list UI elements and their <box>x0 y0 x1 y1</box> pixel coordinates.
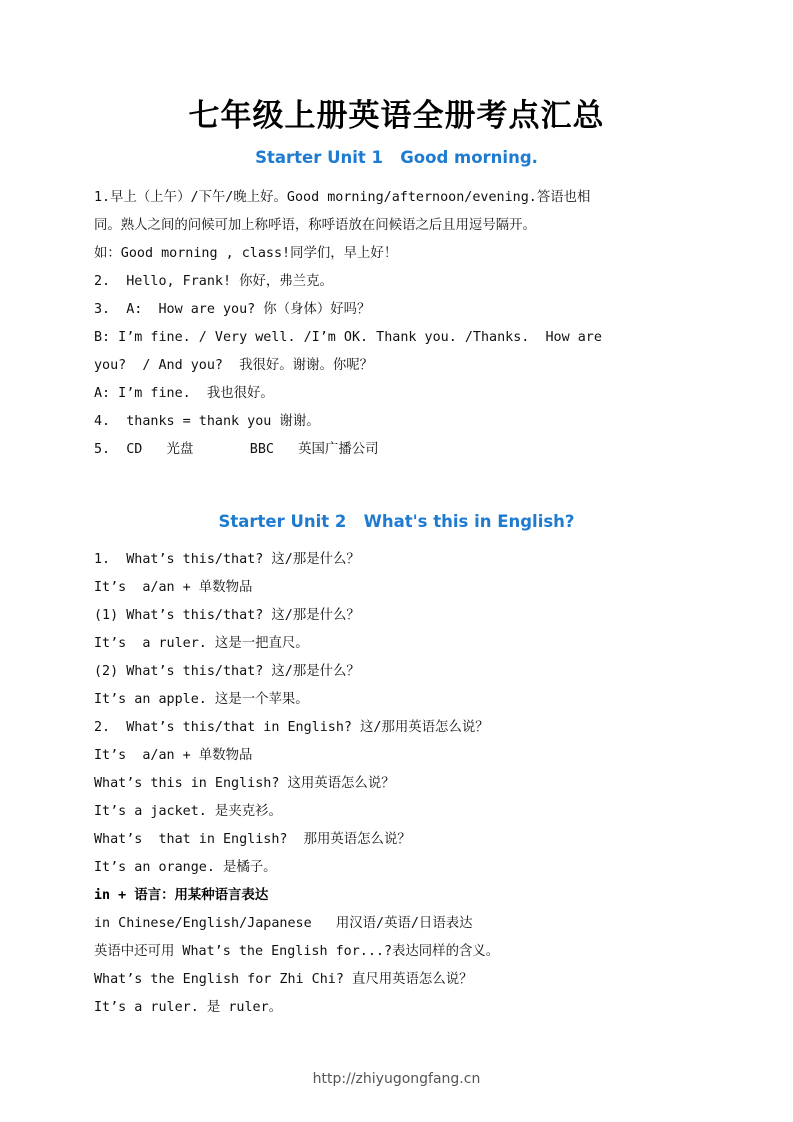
text-line: 4. thanks = thank you 谢谢。 <box>94 414 320 429</box>
text-line: you? / And you? 我很好。谢谢。你呢？ <box>94 358 374 373</box>
section-heading: Starter Unit 1 Good morning. <box>255 148 538 167</box>
text-line: It’s an orange. 是橘子。 <box>94 860 277 875</box>
text-line: A: I’m fine. 我也很好。 <box>94 386 274 401</box>
text-line: What’s that in English? 那用英语怎么说？ <box>94 832 411 847</box>
text-line: 同。熟人之间的问候可加上称呼语，称呼语放在问候语之后且用逗号隔开。 <box>94 218 536 233</box>
text-line: What’s this in English? 这用英语怎么说？ <box>94 776 395 791</box>
page-title: 七年级上册英语全册考点汇总 <box>188 98 605 134</box>
text-line: in + 语言：用某种语言表达 <box>94 888 269 903</box>
text-line: 2. What’s this/that in English? 这/那用英语怎么说？ <box>94 720 489 735</box>
text-line: 英语中还可用 What’s the English for...?表达同样的含义。 <box>94 944 500 959</box>
text-line: 1.早上（上午）/下午/晚上好。Good morning/afternoon/evening.答语也相 <box>94 190 591 205</box>
footer-url: http://zhiyugongfang.cn <box>312 1071 481 1087</box>
text-line: 5. CD 光盘 BBC 英国广播公司 <box>94 442 379 457</box>
text-line: 3. A: How are you? 你（身体）好吗？ <box>94 302 371 317</box>
text-line: It’s an apple. 这是一个苹果。 <box>94 692 309 707</box>
text-line: It’s a ruler. 这是一把直尺。 <box>94 636 309 651</box>
text-line: It’s a ruler. 是 ruler。 <box>94 1000 283 1015</box>
text-line: It’s a/an + 单数物品 <box>94 580 253 595</box>
text-line: in Chinese/English/Japanese 用汉语/英语/日语表达 <box>94 916 473 931</box>
text-line: It’s a jacket. 是夹克衫。 <box>94 804 282 819</box>
text-line: (1) What’s this/that? 这/那是什么？ <box>94 608 360 623</box>
section-heading: Starter Unit 2 What's this in English? <box>218 512 575 531</box>
text-line: 如：Good morning , class!同学们，早上好！ <box>94 246 398 261</box>
text-line: What’s the English for Zhi Chi? 直尺用英语怎么说？ <box>94 972 473 987</box>
text-line: 1. What’s this/that? 这/那是什么？ <box>94 552 360 567</box>
text-line: It’s a/an + 单数物品 <box>94 748 253 763</box>
text-line: (2) What’s this/that? 这/那是什么？ <box>94 664 360 679</box>
text-line: 2. Hello, Frank! 你好，弗兰克。 <box>94 274 333 289</box>
text-line: B: I’m fine. / Very well. /I’m OK. Thank you. /Thanks. How are <box>94 330 602 345</box>
